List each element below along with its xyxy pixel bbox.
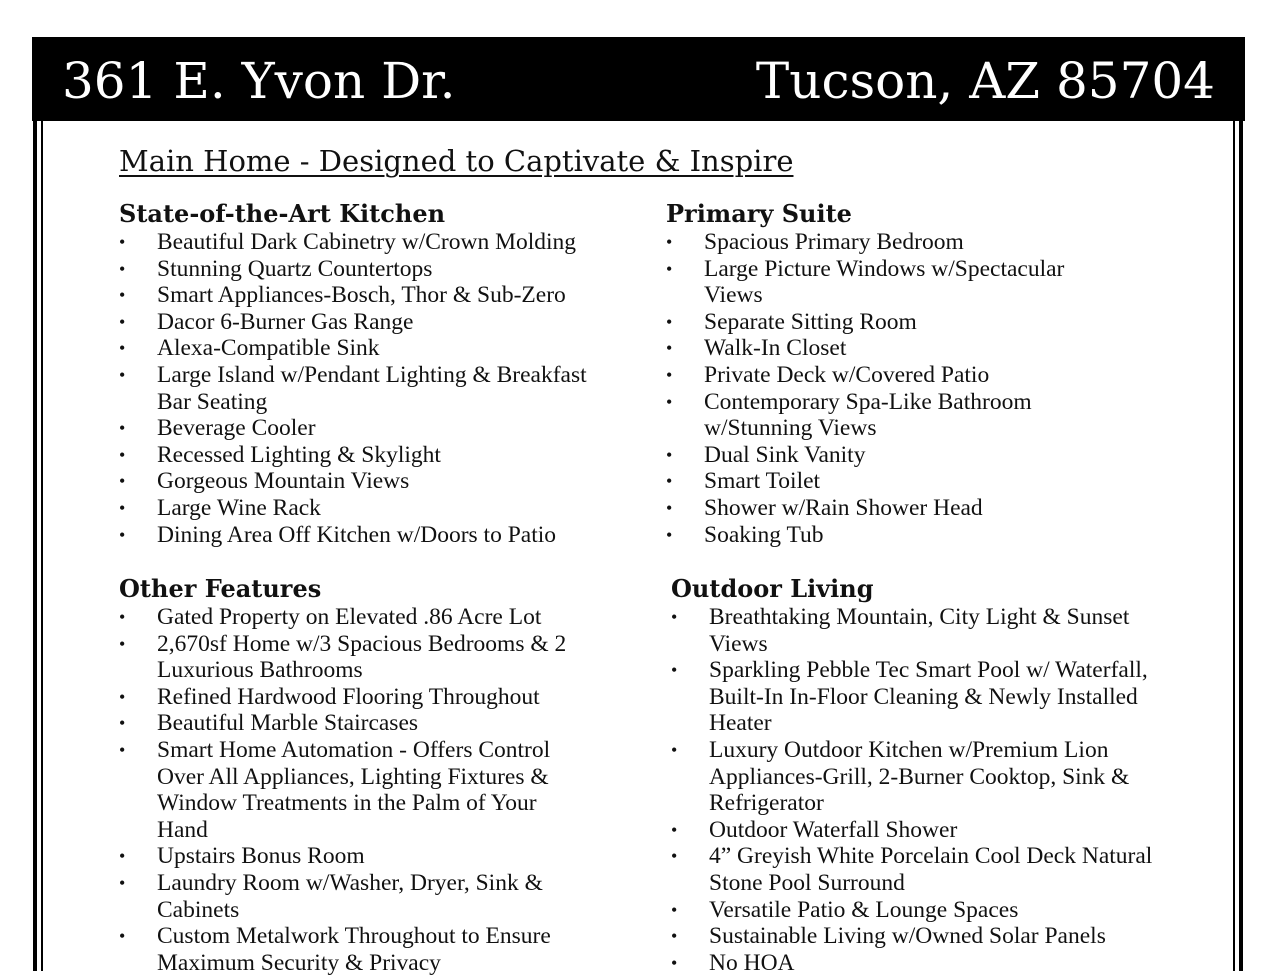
section-title: Outdoor Living [671, 574, 874, 603]
property-address: 361 E. Yvon Dr. [62, 52, 456, 110]
feature-list [119, 604, 589, 976]
section-primary-suite [666, 199, 1106, 548]
list-item: • Upstairs Bonus Room [119, 843, 589, 870]
list-item: • Custom Metalwork Throughout to Ensure Maximum Security & Privacy [119, 923, 589, 976]
list-item: • Soaking Tub [666, 522, 1106, 549]
list-item: • Smart Appliances-Bosch, Thor & Sub-Zero [119, 282, 619, 309]
list-item: • Stunning Quartz Countertops [119, 256, 619, 283]
list-item: • Gorgeous Mountain Views [119, 468, 619, 495]
list-item: • Smart Home Automation - Offers Control Over All Appliances, Lighting Fixtures & Window Treatments in the Palm of Your Hand [119, 737, 589, 843]
left-border-thin [41, 121, 43, 971]
list-item: • Smart Toilet [666, 468, 1106, 495]
list-item: • Laundry Room w/Washer, Dryer, Sink & Cabinets [119, 870, 589, 923]
list-item: • Large Picture Windows w/Spectacular Views [666, 256, 1106, 309]
list-item: • Contemporary Spa-Like Bathroom w/Stunning Views [666, 389, 1106, 442]
list-item: • Outdoor Waterfall Shower [671, 817, 1171, 844]
right-border-thick [1239, 121, 1243, 971]
list-item: • Sustainable Living w/Owned Solar Panels [671, 923, 1171, 950]
list-item: • Shower w/Rain Shower Head [666, 495, 1106, 522]
list-item: • Beautiful Marble Staircases [119, 710, 589, 737]
section-kitchen [119, 199, 619, 548]
list-item: • Luxury Outdoor Kitchen w/Premium Lion Appliances-Grill, 2-Burner Cooktop, Sink & Refrigerator [671, 737, 1171, 817]
list-item: • Spacious Primary Bedroom [666, 229, 1106, 256]
list-item: • Separate Sitting Room [666, 309, 1106, 336]
list-item: • 2,670sf Home w/3 Spacious Bedrooms & 2 Luxurious Bathrooms [119, 631, 589, 684]
list-item: • Versatile Patio & Lounge Spaces [671, 897, 1171, 924]
header-bar [32, 37, 1245, 121]
list-item: • Alexa-Compatible Sink [119, 335, 619, 362]
list-item: • Dual Sink Vanity [666, 442, 1106, 469]
page-title: Main Home - Designed to Captivate & Inspire [119, 144, 794, 178]
list-item: • Large Island w/Pendant Lighting & Breakfast Bar Seating [119, 362, 619, 415]
list-item: • Sparkling Pebble Tec Smart Pool w/ Waterfall, Built-In In-Floor Cleaning & Newly Installed Heater [671, 657, 1171, 737]
right-border-thin [1233, 121, 1235, 971]
section-other-features [119, 574, 589, 976]
left-border-thick [33, 121, 37, 971]
feature-list [119, 229, 619, 548]
section-outdoor-living [671, 574, 1171, 976]
list-item: • Beautiful Dark Cabinetry w/Crown Molding [119, 229, 619, 256]
property-city: Tucson, AZ 85704 [755, 52, 1215, 110]
list-item: • Gated Property on Elevated .86 Acre Lot [119, 604, 589, 631]
list-item: • 4” Greyish White Porcelain Cool Deck Natural Stone Pool Surround [671, 843, 1171, 896]
list-item: • Refined Hardwood Flooring Throughout [119, 684, 589, 711]
list-item: • Large Wine Rack [119, 495, 619, 522]
list-item: • Dining Area Off Kitchen w/Doors to Patio [119, 522, 619, 549]
section-title: State-of-the-Art Kitchen [119, 199, 446, 228]
list-item: • Private Deck w/Covered Patio [666, 362, 1106, 389]
section-title: Primary Suite [666, 199, 852, 228]
list-item: • Walk-In Closet [666, 335, 1106, 362]
list-item: • Dacor 6-Burner Gas Range [119, 309, 619, 336]
list-item: • Recessed Lighting & Skylight [119, 442, 619, 469]
list-item: • Breathtaking Mountain, City Light & Sunset Views [671, 604, 1171, 657]
section-title: Other Features [119, 574, 322, 603]
list-item: • No HOA [671, 950, 1171, 976]
list-item: • Beverage Cooler [119, 415, 619, 442]
feature-list [671, 604, 1171, 976]
feature-list [666, 229, 1106, 548]
